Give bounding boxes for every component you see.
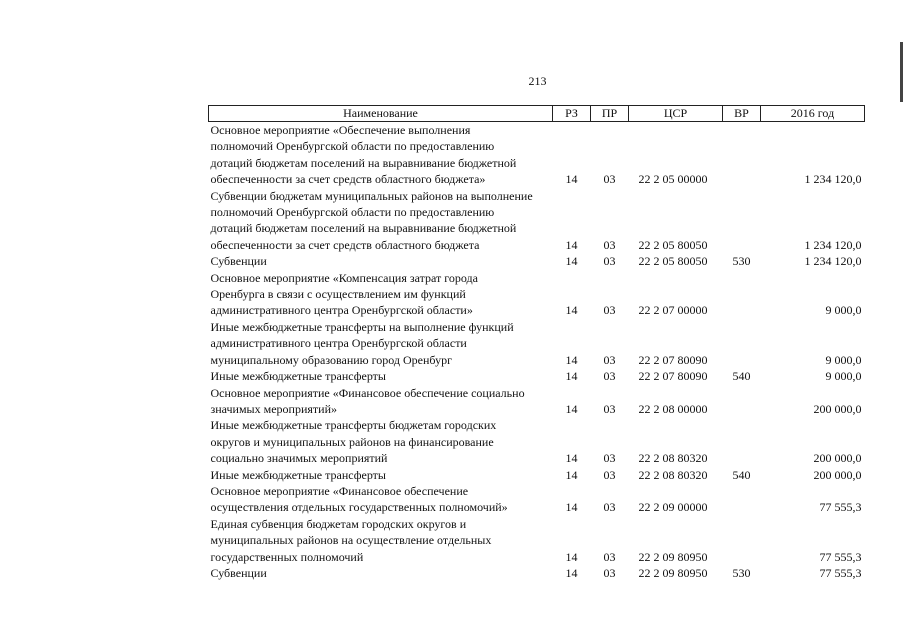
- row-vr: [723, 385, 761, 418]
- budget-table-container: [208, 105, 864, 581]
- row-rz: 14: [565, 303, 578, 318]
- row-amount: 77 555,3: [819, 565, 862, 580]
- row-csr: 22 2 07 80090: [638, 369, 708, 384]
- header-csr: ЦСР: [629, 106, 723, 122]
- row-csr: 22 2 08 80320: [638, 467, 708, 482]
- row-vr: 530: [732, 254, 751, 269]
- table-header: [209, 106, 865, 122]
- table-row: [209, 565, 865, 581]
- row-pr: 03: [603, 254, 616, 269]
- table-row: [209, 319, 865, 368]
- row-vr: [723, 270, 761, 319]
- row-name: Субвенции бюджетам муниципальных районов на выполнение полномочий Оренбургской области по предоставлению дотаций бюджетам поселений на выравнивание бюджетной обеспеченности за счет средств областного бюджета: [210, 188, 533, 252]
- row-vr: 530: [732, 565, 751, 580]
- row-amount: 200 000,0: [813, 467, 862, 482]
- row-csr: 22 2 05 80050: [638, 254, 708, 269]
- table-row: [209, 417, 865, 466]
- row-csr: 22 2 09 80950: [638, 549, 708, 564]
- row-vr: [723, 122, 761, 188]
- row-rz: 14: [565, 254, 578, 269]
- row-csr: 22 2 05 80050: [638, 237, 708, 252]
- row-rz: 14: [565, 369, 578, 384]
- row-pr: 03: [603, 401, 616, 416]
- row-pr: 03: [603, 467, 616, 482]
- row-rz: 14: [565, 549, 578, 564]
- row-vr: [723, 516, 761, 565]
- row-csr: 22 2 09 80950: [638, 565, 708, 580]
- table-row: [209, 368, 865, 384]
- row-rz: 14: [565, 352, 578, 367]
- row-amount: 200 000,0: [813, 451, 862, 466]
- scan-edge-mark: [900, 42, 903, 102]
- row-name: Субвенции: [210, 565, 267, 580]
- row-rz: 14: [565, 172, 578, 187]
- header-rz: РЗ: [553, 106, 591, 122]
- row-name: Субвенции: [210, 254, 267, 269]
- row-rz: 14: [565, 467, 578, 482]
- row-vr: [723, 319, 761, 368]
- row-vr: [723, 188, 761, 254]
- row-name: Основное мероприятие «Финансовое обеспечение осуществления отдельных государственных полномочий»: [210, 483, 508, 515]
- table-row: [209, 188, 865, 254]
- row-csr: 22 2 08 80320: [638, 451, 708, 466]
- page-number: 213: [528, 74, 547, 88]
- row-vr: [723, 417, 761, 466]
- row-name: Иные межбюджетные трансферты на выполнение функций административного центра Оренбургской области муниципальному образованию город Оренбург: [210, 319, 514, 367]
- row-name: Единая субвенция бюджетам городских округов и муниципальных районов на осуществление отдельных государственных полномочий: [210, 516, 492, 564]
- table-row: [209, 483, 865, 516]
- table-body: [209, 122, 865, 582]
- row-csr: 22 2 09 00000: [638, 500, 708, 515]
- row-name: Основное мероприятие «Обеспечение выполнения полномочий Оренбургской области по предоставлению дотаций бюджетам поселений на выравнивание бюджетной обеспеченности за счет средств областного бюджета»: [210, 123, 517, 187]
- row-csr: 22 2 07 80090: [638, 352, 708, 367]
- table-row: [209, 253, 865, 269]
- row-rz: 14: [565, 565, 578, 580]
- row-csr: 22 2 07 00000: [638, 303, 708, 318]
- header-pr: ПР: [591, 106, 629, 122]
- row-amount: 9 000,0: [825, 352, 862, 367]
- row-name: Основное мероприятие «Финансовое обеспечение социально значимых мероприятий»: [210, 385, 525, 416]
- row-pr: 03: [603, 565, 616, 580]
- row-pr: 03: [603, 172, 616, 187]
- row-pr: 03: [603, 451, 616, 466]
- table-row: [209, 385, 865, 418]
- row-pr: 03: [603, 369, 616, 384]
- table-row: [209, 516, 865, 565]
- row-amount: 77 555,3: [819, 500, 862, 515]
- row-csr: 22 2 08 00000: [638, 401, 708, 416]
- row-vr: 540: [732, 369, 751, 384]
- row-amount: 1 234 120,0: [804, 172, 862, 187]
- row-pr: 03: [603, 303, 616, 318]
- row-pr: 03: [603, 352, 616, 367]
- table-row: [209, 270, 865, 319]
- row-name: Иные межбюджетные трансферты бюджетам городских округов и муниципальных районов на финансирование социально значимых мероприятий: [210, 418, 497, 466]
- row-amount: 1 234 120,0: [804, 254, 862, 269]
- row-rz: 14: [565, 500, 578, 515]
- row-pr: 03: [603, 237, 616, 252]
- row-name: Иные межбюджетные трансферты: [210, 369, 386, 384]
- header-name: Наименование: [209, 106, 553, 122]
- row-pr: 03: [603, 549, 616, 564]
- row-amount: 77 555,3: [819, 549, 862, 564]
- row-rz: 14: [565, 401, 578, 416]
- header-year: 2016 год: [761, 106, 865, 122]
- row-amount: 1 234 120,0: [804, 237, 862, 252]
- table-row: [209, 467, 865, 483]
- row-rz: 14: [565, 237, 578, 252]
- row-amount: 9 000,0: [825, 303, 862, 318]
- row-vr: 540: [732, 467, 751, 482]
- row-pr: 03: [603, 500, 616, 515]
- row-name: Иные межбюджетные трансферты: [210, 467, 386, 482]
- budget-table: [208, 105, 865, 581]
- row-amount: 9 000,0: [825, 369, 862, 384]
- header-vr: ВР: [723, 106, 761, 122]
- row-name: Основное мероприятие «Компенсация затрат города Оренбурга в связи с осуществлением им функций административного центра Оренбургской области»: [210, 270, 478, 318]
- row-rz: 14: [565, 451, 578, 466]
- table-row: [209, 122, 865, 188]
- row-csr: 22 2 05 00000: [638, 172, 708, 187]
- header-row: [209, 106, 865, 122]
- row-amount: 200 000,0: [813, 401, 862, 416]
- row-vr: [723, 483, 761, 516]
